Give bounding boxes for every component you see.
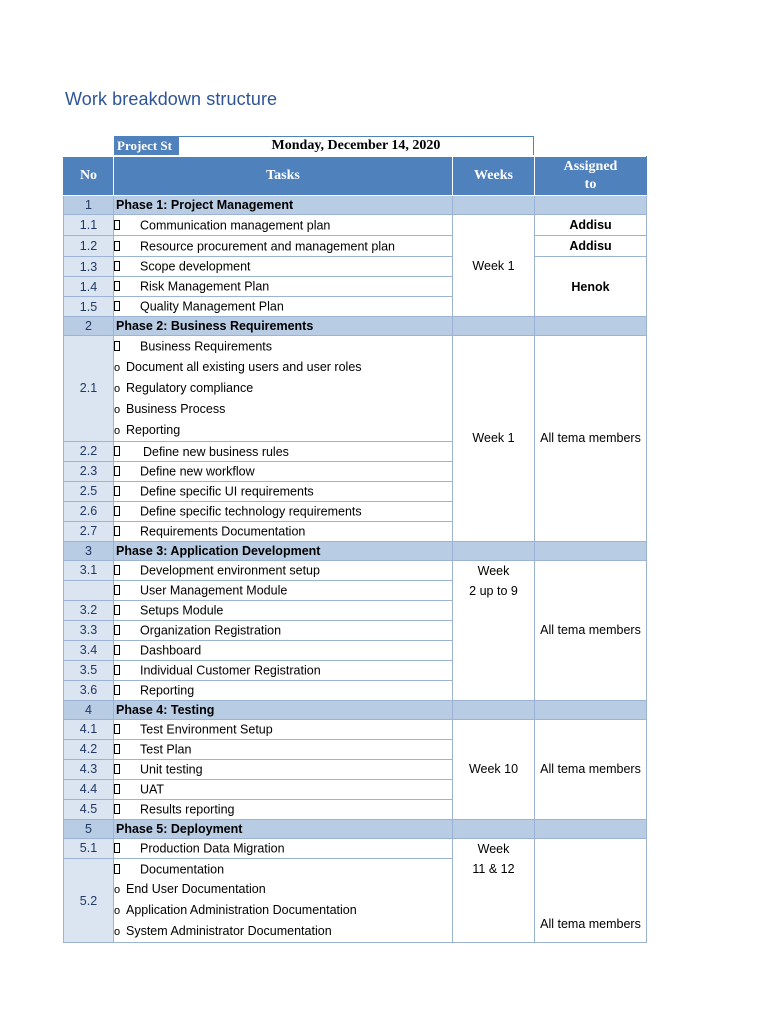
weeks-cell: Week 10 bbox=[453, 719, 535, 819]
task-cell bbox=[114, 441, 453, 461]
task-number: 1.3 bbox=[64, 257, 114, 277]
table-row bbox=[64, 336, 647, 442]
task-cell bbox=[114, 799, 453, 819]
phase-assigned-blank bbox=[535, 317, 647, 336]
weeks-line-1: Week bbox=[477, 563, 510, 578]
checkbox-icon bbox=[114, 625, 120, 635]
phase-weeks-blank bbox=[453, 317, 535, 336]
circle-bullet-icon: o bbox=[114, 424, 121, 437]
phase-number: 4 bbox=[64, 700, 114, 719]
project-start-row bbox=[114, 136, 534, 155]
task-text: Test Plan bbox=[140, 742, 192, 757]
task-number: 4.4 bbox=[64, 779, 114, 799]
task-text: Quality Management Plan bbox=[140, 299, 284, 314]
checkbox-icon bbox=[114, 281, 120, 291]
header-assigned: Assigned to bbox=[535, 157, 647, 196]
task-cell bbox=[114, 336, 453, 442]
task-text: Development environment setup bbox=[140, 563, 320, 578]
checkbox-icon bbox=[114, 261, 120, 271]
task-cell bbox=[114, 277, 453, 297]
phase-assigned-blank bbox=[535, 541, 647, 560]
task-number: 1.4 bbox=[64, 277, 114, 297]
subitem: o End User Documentation bbox=[114, 879, 452, 900]
checkbox-icon bbox=[114, 301, 120, 311]
task-text: Dashboard bbox=[140, 643, 202, 658]
table-row bbox=[64, 719, 647, 739]
task-text: Documentation bbox=[140, 862, 225, 877]
phase-row bbox=[64, 541, 647, 560]
task-text: Communication management plan bbox=[140, 218, 331, 233]
phase-title: Phase 4: Testing bbox=[114, 700, 453, 719]
phase-assigned-blank bbox=[535, 819, 647, 838]
task-number: 2.7 bbox=[64, 521, 114, 541]
subitem: o System Administrator Documentation bbox=[114, 921, 452, 942]
table-row bbox=[64, 215, 647, 236]
checkbox-icon bbox=[114, 784, 120, 794]
phase-weeks-blank bbox=[453, 819, 535, 838]
subitem: o Application Administration Documentation bbox=[114, 900, 452, 921]
checkbox-icon bbox=[114, 486, 120, 496]
phase-row bbox=[64, 196, 647, 215]
task-text: User Management Module bbox=[140, 583, 288, 598]
subitem: o Business Process bbox=[114, 399, 452, 420]
table-row bbox=[64, 257, 647, 277]
assigned-cell: All tema members bbox=[535, 719, 647, 819]
task-text: Define specific technology requirements bbox=[140, 504, 362, 519]
task-text: Scope development bbox=[140, 259, 251, 274]
phase-number: 2 bbox=[64, 317, 114, 336]
task-cell bbox=[114, 838, 453, 858]
task-cell bbox=[114, 521, 453, 541]
task-number: 3.1 bbox=[64, 560, 114, 580]
task-cell bbox=[114, 461, 453, 481]
checkbox-icon bbox=[114, 764, 120, 774]
task-number: 1.2 bbox=[64, 236, 114, 257]
task-number bbox=[64, 580, 114, 600]
task-cell bbox=[114, 739, 453, 759]
weeks-line-2: 2 up to 9 bbox=[469, 583, 518, 598]
checkbox-icon bbox=[114, 605, 120, 615]
circle-bullet-icon: o bbox=[114, 905, 121, 918]
subitem: o Reporting bbox=[114, 420, 452, 441]
task-number: 3.3 bbox=[64, 620, 114, 640]
checkbox-icon bbox=[114, 446, 120, 456]
task-number: 2.2 bbox=[64, 441, 114, 461]
table-row bbox=[64, 236, 647, 257]
document-title: Work breakdown structure bbox=[65, 89, 278, 109]
checkbox-icon bbox=[114, 645, 120, 655]
task-number: 1.1 bbox=[64, 215, 114, 236]
phase-row bbox=[64, 700, 647, 719]
task-cell bbox=[114, 620, 453, 640]
assigned-cell: All tema members bbox=[535, 560, 647, 700]
task-number: 3.2 bbox=[64, 600, 114, 620]
checkbox-icon bbox=[114, 565, 120, 575]
checkbox-icon bbox=[114, 724, 120, 734]
task-number: 4.2 bbox=[64, 739, 114, 759]
weeks-cell: Week 1 bbox=[453, 215, 535, 317]
header-no: No bbox=[64, 157, 114, 196]
circle-bullet-icon: o bbox=[114, 926, 121, 939]
task-number: 5.1 bbox=[64, 838, 114, 858]
task-text: Organization Registration bbox=[140, 623, 282, 638]
task-cell bbox=[114, 257, 453, 277]
task-cell bbox=[114, 215, 453, 236]
phase-row bbox=[64, 317, 647, 336]
weeks-cell bbox=[453, 838, 535, 943]
checkbox-icon bbox=[114, 804, 120, 814]
task-cell bbox=[114, 858, 453, 943]
phase-title: Phase 3: Application Development bbox=[114, 541, 453, 560]
weeks-line-1: Week bbox=[477, 841, 510, 856]
task-text: Reporting bbox=[140, 683, 195, 698]
checkbox-icon bbox=[114, 526, 120, 536]
assigned-cell: Addisu bbox=[535, 236, 647, 257]
task-cell bbox=[114, 481, 453, 501]
weeks-cell bbox=[453, 560, 535, 700]
task-cell bbox=[114, 719, 453, 739]
phase-number: 1 bbox=[64, 196, 114, 215]
task-number: 1.5 bbox=[64, 297, 114, 317]
phase-weeks-blank bbox=[453, 196, 535, 215]
task-number: 5.2 bbox=[64, 858, 114, 943]
checkbox-icon bbox=[114, 843, 120, 853]
checkbox-icon bbox=[114, 864, 120, 874]
task-cell bbox=[114, 779, 453, 799]
task-number: 2.6 bbox=[64, 501, 114, 521]
task-cell bbox=[114, 560, 453, 580]
task-text: Define new workflow bbox=[140, 464, 255, 479]
task-number: 2.5 bbox=[64, 481, 114, 501]
checkbox-icon bbox=[114, 241, 120, 251]
task-cell bbox=[114, 660, 453, 680]
checkbox-icon bbox=[114, 506, 120, 516]
task-number: 3.6 bbox=[64, 680, 114, 700]
task-number: 4.1 bbox=[64, 719, 114, 739]
checkbox-icon bbox=[114, 744, 120, 754]
phase-title: Phase 1: Project Management bbox=[114, 196, 453, 215]
task-text: Test Environment Setup bbox=[140, 722, 273, 737]
circle-bullet-icon: o bbox=[114, 361, 121, 374]
checkbox-icon bbox=[114, 685, 120, 695]
task-cell bbox=[114, 759, 453, 779]
task-number: 2.3 bbox=[64, 461, 114, 481]
table-header-row bbox=[64, 157, 647, 196]
subitem: o Document all existing users and user roles bbox=[114, 357, 452, 378]
task-cell bbox=[114, 501, 453, 521]
task-number: 2.1 bbox=[64, 336, 114, 442]
phase-weeks-blank bbox=[453, 700, 535, 719]
project-start-date: Monday, December 14, 2020 bbox=[271, 138, 441, 153]
phase-title: Phase 2: Business Requirements bbox=[114, 317, 453, 336]
task-text: Define specific UI requirements bbox=[140, 484, 314, 499]
table-row bbox=[64, 560, 647, 580]
circle-bullet-icon: o bbox=[114, 884, 121, 897]
task-cell bbox=[114, 680, 453, 700]
phase-number: 3 bbox=[64, 541, 114, 560]
task-text: Business Requirements bbox=[140, 339, 273, 354]
task-text: Setups Module bbox=[140, 603, 224, 618]
task-text: Resource procurement and management plan bbox=[140, 239, 396, 254]
task-cell bbox=[114, 600, 453, 620]
subitem: o Regulatory compliance bbox=[114, 378, 452, 399]
task-cell bbox=[114, 580, 453, 600]
weeks-line-2: 11 & 12 bbox=[472, 861, 515, 876]
task-text: Requirements Documentation bbox=[140, 524, 306, 539]
task-number: 3.4 bbox=[64, 640, 114, 660]
task-number: 4.5 bbox=[64, 799, 114, 819]
task-text: Results reporting bbox=[140, 802, 235, 817]
task-text: Individual Customer Registration bbox=[140, 663, 321, 678]
task-text: Risk Management Plan bbox=[140, 279, 270, 294]
checkbox-icon bbox=[114, 341, 120, 351]
task-text: Production Data Migration bbox=[140, 841, 285, 856]
phase-number: 5 bbox=[64, 819, 114, 838]
task-text: Unit testing bbox=[140, 762, 203, 777]
assigned-cell: All tema members bbox=[535, 838, 647, 943]
task-cell bbox=[114, 297, 453, 317]
checkbox-icon bbox=[114, 585, 120, 595]
phase-weeks-blank bbox=[453, 541, 535, 560]
phase-row bbox=[64, 819, 647, 838]
circle-bullet-icon: o bbox=[114, 382, 121, 395]
wbs-table bbox=[63, 156, 647, 943]
task-number: 3.5 bbox=[64, 660, 114, 680]
task-number: 4.3 bbox=[64, 759, 114, 779]
checkbox-icon bbox=[114, 220, 120, 230]
phase-assigned-blank bbox=[535, 196, 647, 215]
phase-assigned-blank bbox=[535, 700, 647, 719]
project-start-label: Project St bbox=[115, 137, 179, 155]
task-text: Define new business rules bbox=[143, 444, 289, 459]
phase-title: Phase 5: Deployment bbox=[114, 819, 453, 838]
header-tasks: Tasks bbox=[114, 157, 453, 196]
checkbox-icon bbox=[114, 466, 120, 476]
table-row bbox=[64, 838, 647, 858]
task-cell bbox=[114, 640, 453, 660]
circle-bullet-icon: o bbox=[114, 403, 121, 416]
assigned-cell: All tema members bbox=[535, 336, 647, 542]
weeks-cell: Week 1 bbox=[453, 336, 535, 542]
assigned-cell: Henok bbox=[535, 257, 647, 317]
task-cell bbox=[114, 236, 453, 257]
task-text: UAT bbox=[140, 782, 165, 797]
assigned-cell: Addisu bbox=[535, 215, 647, 236]
header-weeks: Weeks bbox=[453, 157, 535, 196]
checkbox-icon bbox=[114, 665, 120, 675]
